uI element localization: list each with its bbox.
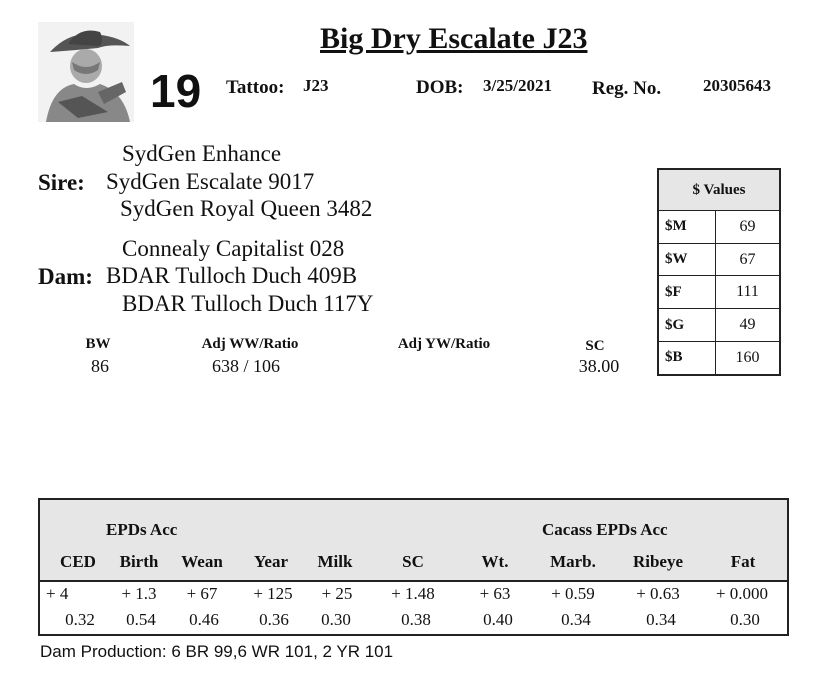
sc-value: 38.00: [578, 356, 620, 376]
acc-value-wean: 0.46: [189, 610, 219, 629]
epd-group-label: EPDs Acc: [106, 520, 178, 539]
epd-value-marb: + 0.59: [551, 584, 595, 603]
acc-value-marb: 0.34: [561, 610, 591, 629]
dam-label: Dam:: [38, 264, 93, 289]
epd-table: [38, 498, 789, 636]
sire-sire: SydGen Enhance: [122, 141, 282, 166]
dob-value: 3/25/2021: [483, 76, 552, 95]
epd-col-ced: CED: [60, 552, 96, 571]
epd-col-year: Year: [254, 552, 288, 571]
carcass-epd-group-label: Cacass EPDs Acc: [542, 520, 668, 539]
epd-col-marb: Marb.: [550, 552, 596, 571]
dollar-values-header: $ Values: [658, 169, 780, 211]
dollar-value-row: [658, 309, 780, 342]
dam-dam: BDAR Tulloch Duch 117Y: [122, 291, 374, 316]
epd-value-wean: + 67: [186, 584, 218, 603]
acc-value-ribeye: 0.34: [646, 610, 676, 629]
acc-value-sc: 0.38: [401, 610, 431, 629]
epd-value-wt: + 63: [479, 584, 511, 603]
acc-value-milk: 0.30: [321, 610, 351, 629]
adj-ww-value: 638 / 106: [211, 356, 280, 376]
tattoo-label: Tattoo:: [226, 77, 285, 98]
dollar-value-row: [658, 243, 780, 276]
sc-label: SC: [585, 338, 605, 354]
dollar-value-number: 111: [716, 276, 781, 309]
acc-value-ced: 0.32: [65, 610, 95, 629]
dollar-value-label: $M: [658, 211, 716, 244]
dollar-value-label: $F: [658, 276, 716, 309]
acc-value-year: 0.36: [259, 610, 289, 629]
dollar-value-row: [658, 276, 780, 309]
dollar-value-label: $W: [658, 243, 716, 276]
sire-label: Sire:: [38, 170, 85, 195]
dam-production: Dam Production: 6 BR 99,6 WR 101, 2 YR 101: [40, 642, 394, 661]
acc-value-fat: 0.30: [730, 610, 760, 629]
epd-value-ced: + 4: [46, 584, 69, 603]
dollar-value-label: $B: [658, 341, 716, 375]
epd-col-sc: SC: [402, 552, 424, 571]
dollar-value-number: 67: [716, 243, 781, 276]
dam-name: BDAR Tulloch Duch 409B: [106, 263, 358, 288]
animal-name-title: Big Dry Escalate J23: [320, 22, 588, 55]
epd-value-fat: + 0.000: [715, 584, 769, 603]
dollar-value-number: 49: [716, 309, 781, 342]
dob-label: DOB:: [416, 77, 464, 98]
dollar-value-row: [658, 341, 780, 375]
bw-label: BW: [85, 336, 111, 352]
dollar-value-row: [658, 211, 780, 244]
lot-number: 19: [150, 65, 202, 117]
epd-value-birth: + 1.3: [121, 584, 157, 603]
tattoo-value: J23: [303, 76, 329, 95]
dollar-values-table: [657, 168, 781, 376]
dollar-value-label: $G: [658, 309, 716, 342]
acc-value-wt: 0.40: [483, 610, 513, 629]
bw-value: 86: [91, 356, 109, 376]
epd-col-ribeye: Ribeye: [632, 552, 684, 571]
epd-col-milk: Milk: [317, 552, 353, 571]
acc-value-birth: 0.54: [126, 610, 156, 629]
dollar-value-number: 160: [716, 341, 781, 375]
reg-no-label: Reg. No.: [592, 78, 662, 99]
epd-col-wt: Wt.: [481, 552, 509, 571]
epd-col-birth: Birth: [119, 552, 159, 571]
epd-value-ribeye: + 0.63: [636, 584, 680, 603]
adj-yw-label: Adj YW/Ratio: [397, 336, 491, 352]
reg-no-value: 20305643: [703, 76, 771, 95]
sire-name: SydGen Escalate 9017: [106, 169, 315, 194]
epd-value-milk: + 25: [321, 584, 353, 603]
sire-dam: SydGen Royal Queen 3482: [120, 196, 373, 221]
epd-col-wean: Wean: [181, 552, 223, 571]
adj-ww-label: Adj WW/Ratio: [201, 336, 299, 352]
epd-value-year: + 125: [253, 584, 293, 603]
epd-col-fat: Fat: [730, 552, 756, 571]
dollar-value-number: 69: [716, 211, 781, 244]
cowboy-logo: [38, 22, 134, 122]
epd-value-sc: + 1.48: [391, 584, 435, 603]
dam-sire: Connealy Capitalist 028: [122, 236, 345, 261]
